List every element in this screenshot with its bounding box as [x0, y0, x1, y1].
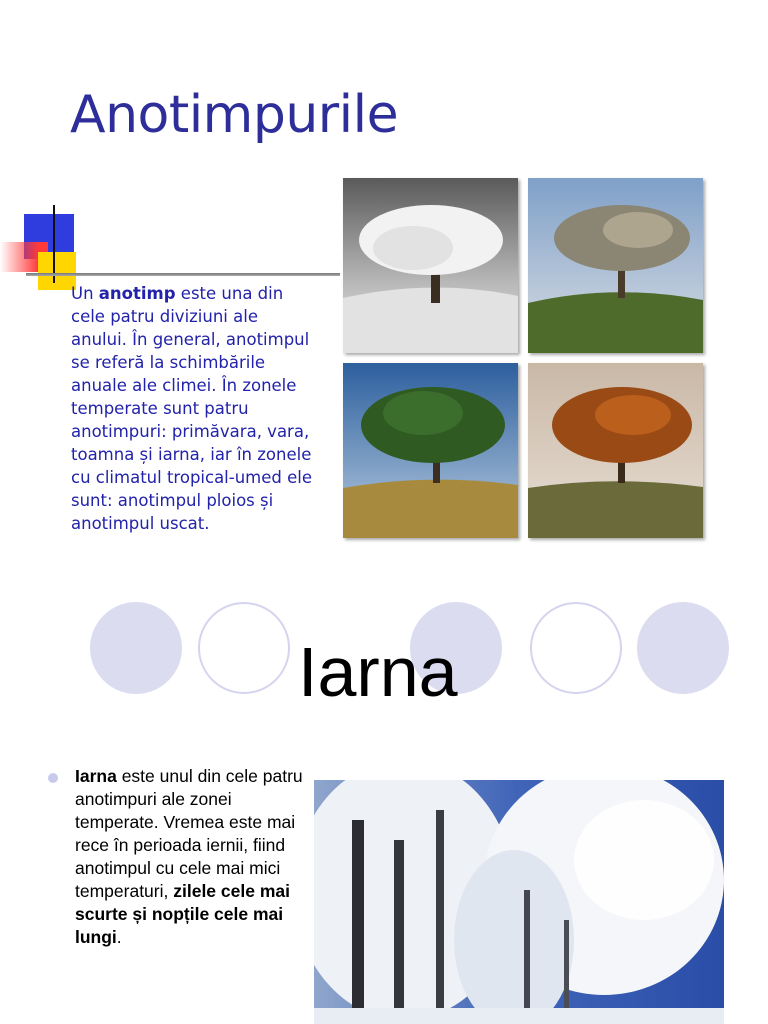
bullet-point	[48, 773, 58, 783]
snowy-forest-photo	[314, 780, 724, 1024]
autumn-tree-image	[528, 363, 703, 538]
decorative-circle-4	[530, 602, 622, 694]
decorative-circle-1	[90, 602, 182, 694]
intro-paragraph	[71, 282, 316, 535]
spring-tree-image	[528, 178, 703, 353]
decorative-circle-2	[198, 602, 290, 694]
decorative-vertical-line	[53, 205, 55, 283]
winter-tree-image	[343, 178, 518, 353]
slide-title: Anotimpurile	[70, 85, 399, 145]
intro-body: este una din cele patru diviziuni ale anului. În general, anotimpul se referă la schimbările anuale ale climei. În zonele temperate sunt patru anotimpuri: primăvara, vara, toamna și iarna, iar în zonele cu climatul tropical-umed ele sunt: anotimpul ploios și anotimpul uscat.	[71, 284, 313, 533]
summer-tree-image	[343, 363, 518, 538]
winter-paragraph	[75, 765, 305, 949]
decorative-circle-5	[637, 602, 729, 694]
intro-keyword: anotimp	[98, 284, 176, 303]
section-title: Iarna	[298, 633, 458, 711]
decorative-horizontal-line	[26, 273, 340, 276]
winter-keyword: Iarna	[75, 766, 117, 786]
winter-text-part1: este unul din cele patru anotimpuri ale zonei temperate. Vremea este mai rece în perioada iernii, fiind anotimpul cu cele mai mici temperaturi,	[75, 766, 303, 901]
intro-prefix: Un	[71, 284, 99, 303]
winter-emphasis: zilele cele mai scurte și nopțile cele mai lungi	[75, 881, 290, 947]
winter-text-end: .	[116, 927, 122, 947]
